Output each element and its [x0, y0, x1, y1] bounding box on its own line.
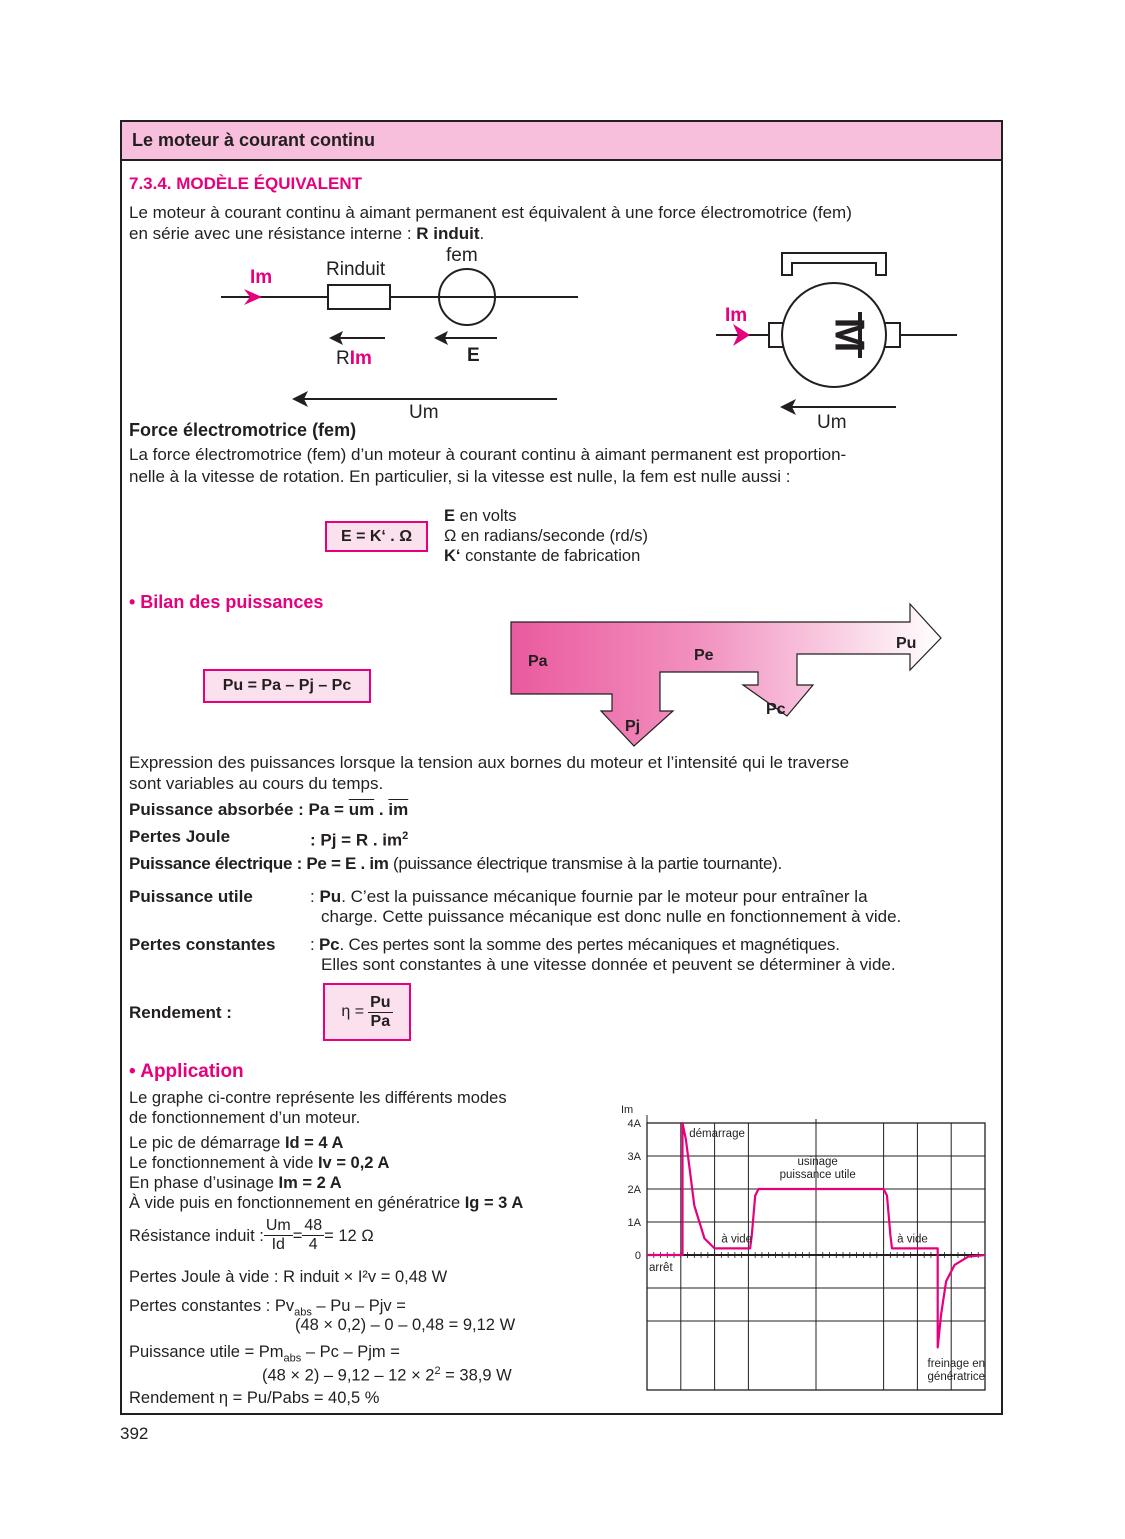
rinduit-label: Rinduit — [326, 259, 386, 280]
chart-y-axis-label: Im — [621, 1104, 634, 1116]
chart-annotation: usinage — [797, 1156, 838, 1168]
fem-legend-item: Ω en radians/seconde (rd/s) — [444, 527, 649, 545]
constantes-line-2: Elles sont constantes à une vitesse donnée et peuvent se déterminer à vide. — [321, 955, 896, 974]
fem-line-2: nelle à la vitesse de rotation. En particulier, si la vitesse est nulle, la fem est nulle aussi : — [129, 467, 791, 486]
motor-symbol-diagram — [700, 245, 970, 435]
fact-item: Le pic de démarrage Id = 4 A — [129, 1134, 344, 1152]
constantes-calc-line-2: (48 × 0,2) – 0 – 0,48 = 9,12 W — [295, 1316, 516, 1334]
pa-label: Pa — [528, 653, 548, 670]
e-label: E — [467, 345, 480, 366]
fem-formula-box: E = K‘ . Ω — [325, 521, 428, 552]
constantes-label: Pertes constantes — [129, 935, 276, 954]
chart-annotation: génératrice — [927, 1371, 986, 1383]
chart-annotation: à vide — [897, 1233, 928, 1246]
chart-y-tick-label: 3A — [627, 1151, 641, 1163]
fem-legend — [444, 506, 648, 566]
constantes-calc-line-1: Pertes constantes : $Pv_{abs}$ – Pu – Pjv = — [129, 1297, 406, 1319]
chapter-header — [122, 122, 1001, 161]
row-pertes-joule-formula: : Pj = R . $im^2$ — [310, 830, 409, 850]
chart-annotation: à vide — [721, 1233, 753, 1246]
chart-annotation: puissance utile — [779, 1169, 856, 1181]
rendement-formula-box: η = $\frac{Pu}{Pa}$ — [323, 983, 411, 1041]
chart-y-tick-label: 0 — [634, 1250, 641, 1262]
constantes-line-1: : Pc. Ces pertes sont la somme des pertes mécaniques et magnétiques. — [310, 935, 840, 954]
row-puissance-electrique: Puissance électrique : Pe = E . im (puissance électrique transmise à la partie tournante). — [129, 854, 782, 873]
chart-y-tick-label: 2A — [627, 1184, 641, 1196]
chart-y-tick-label: 4A — [627, 1118, 641, 1130]
application-intro: Le graphe ci-contre représente les différents modes de fonctionnement d’un moteur. — [129, 1089, 507, 1127]
row-puissance-absorbee: Puissance absorbée : $Pa = \overline{um}$ . $\overline{im}$ — [129, 800, 409, 819]
chart-annotation: démarrage — [689, 1128, 745, 1140]
bilan-formula-box: Pu = Pa – Pj – Pc — [203, 669, 371, 703]
fem-line-1: La force électromotrice (fem) d’un moteur à courant continu à aimant permanent est proportion- — [129, 445, 847, 464]
application-facts — [129, 1133, 523, 1213]
fact-item: Le fonctionnement à vide Iv = 0,2 A — [129, 1154, 390, 1172]
resistor-symbol — [328, 285, 390, 309]
motor-letter: M — [826, 317, 874, 353]
utile-line-2: charge. Cette puissance mécanique est donc nulle en fonctionnement à vide. — [321, 907, 902, 926]
intro-line-1: Le moteur à courant continu à aimant permanent est équivalent à une force électromotrice (fem) — [129, 203, 852, 222]
fem-label: fem — [446, 245, 478, 266]
rendement-calc: Rendement η = Pu/Pabs = 40,5 % — [129, 1389, 380, 1407]
equivalent-circuit-diagram — [200, 240, 620, 430]
motor-magnet-bracket — [782, 253, 886, 275]
pu-label: Pu — [896, 635, 917, 652]
motor-im-label: Im — [725, 305, 748, 326]
resistance-calc: Résistance induit : $\frac{Um}{Id}$ = $\frac{48}{4}$ = 12 Ω — [129, 1217, 374, 1253]
pc-label: Pc — [766, 701, 786, 718]
expression-line-1: Expression des puissances lorsque la tension aux bornes du moteur et l’intensité qui le traverse — [129, 753, 850, 772]
application-title: • Application — [129, 1061, 244, 1082]
utile-label: Puissance utile — [129, 887, 253, 906]
joule-calc: Pertes Joule à vide : R induit × I²v = 0,48 W — [129, 1268, 448, 1286]
motor-um-label: Um — [817, 412, 847, 433]
fem-legend-item: K‘ constante de fabrication — [444, 547, 641, 565]
fact-item: À vide puis en fonctionnement en génératrice Ig = 3 A — [129, 1194, 524, 1212]
um-label: Um — [409, 402, 439, 423]
bilan-title: • Bilan des puissances — [129, 592, 324, 612]
im-label: Im — [250, 267, 273, 288]
fem-title: Force électromotrice (fem) — [129, 420, 357, 440]
expression-line-2: sont variables au cours du temps. — [129, 774, 384, 793]
current-mode-chart — [600, 1090, 1000, 1400]
row-pertes-joule: Pertes Joule — [129, 827, 231, 846]
rendement-label: Rendement : — [129, 1003, 232, 1022]
ri-label: RIm — [336, 348, 372, 369]
chart-annotation: arrêt — [649, 1262, 673, 1274]
page-number: 392 — [120, 1424, 149, 1443]
rendement-fraction: $\frac{Pu}{Pa}$ — [370, 993, 391, 1030]
intro-line-2: en série avec une résistance interne : R induit. — [129, 224, 485, 243]
utile-calc-line-2: $(48 \times 2) - 9,12 - 12 \times 2^2 = 38,9$ W — [262, 1365, 512, 1385]
pj-label: Pj — [625, 718, 641, 735]
power-flow-arrow — [511, 604, 941, 746]
power-flow-diagram — [505, 600, 950, 750]
fact-item: En phase d’usinage Im = 2 A — [129, 1174, 342, 1192]
chart-y-tick-label: 1A — [627, 1217, 641, 1229]
section-title: 7.3.4. MODÈLE ÉQUIVALENT — [129, 174, 363, 193]
utile-line-1: : Pu. C’est la puissance mécanique fournie par le moteur pour entraîner la — [310, 887, 868, 906]
chart-annotation: freinage en — [927, 1358, 986, 1370]
chapter-title: Le moteur à courant continu — [132, 130, 376, 150]
utile-calc-line-1: Puissance utile = $Pm_{abs}$ – Pc – Pjm = — [129, 1343, 400, 1365]
fem-legend-item: E en volts — [444, 507, 517, 525]
pe-label: Pe — [694, 647, 714, 664]
